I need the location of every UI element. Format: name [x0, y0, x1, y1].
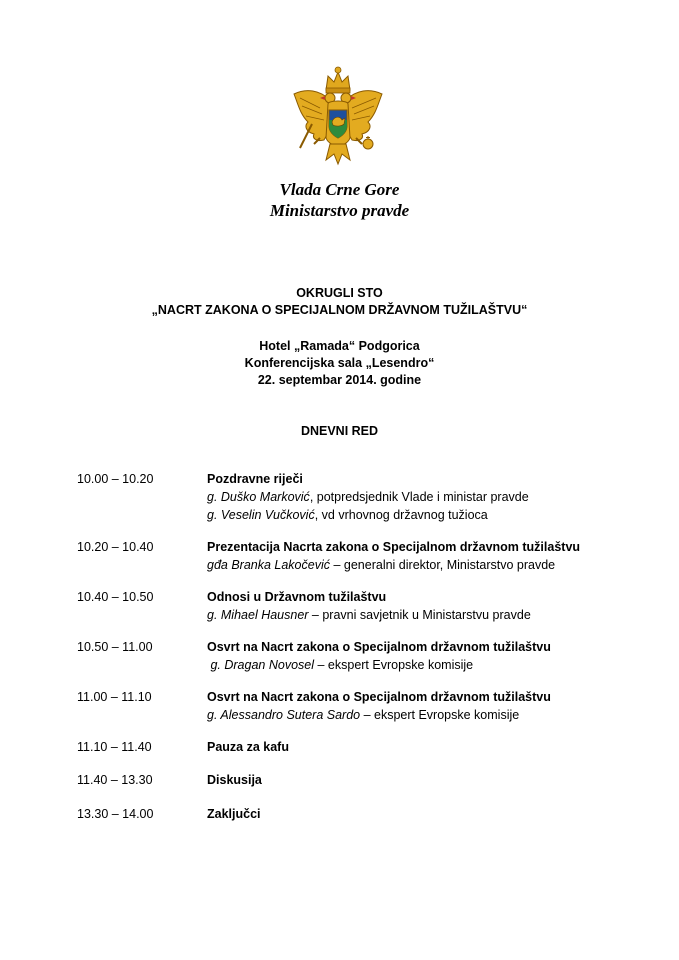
government-name: Vlada Crne Gore [279, 180, 400, 199]
event-type: OKRUGLI STO [296, 286, 383, 300]
event-title: „NACRT ZAKONA O SPECIJALNOM DRŽAVNOM TUŽILAŠTVU“ [151, 303, 528, 317]
agenda-speaker [207, 607, 531, 624]
speaker-name: gđa Branka Lakočević [207, 558, 330, 572]
event-date: 22. septembar 2014. godine [257, 373, 422, 387]
agenda-speaker [207, 707, 519, 724]
speaker-role: , potpredsjednik Vlade i ministar pravde [309, 490, 529, 504]
agenda-title: Odnosi u Državnom tužilaštvu [207, 590, 387, 604]
event-venue: Hotel „Ramada“ Podgorica [259, 339, 420, 353]
agenda-time: 13.30 – 14.00 [77, 807, 154, 821]
agenda-time: 10.00 – 10.20 [77, 472, 154, 486]
speaker-role: – ekspert Evropske komisije [314, 658, 474, 672]
speaker-role: , vd vrhovnog državnog tužioca [314, 508, 488, 522]
speaker-role: – generalni direktor, Ministarstvo pravde [330, 558, 556, 572]
agenda-time: 11.40 – 13.30 [77, 773, 153, 787]
speaker-name: g. Dragan Novosel [207, 658, 315, 672]
speaker-name: g. Alessandro Sutera Sardo [207, 708, 361, 722]
agenda-speaker [207, 489, 529, 506]
agenda-title: Pauza za kafu [207, 740, 289, 754]
agenda-time: 11.00 – 11.10 [77, 690, 152, 704]
agenda-title: Zaključci [207, 807, 261, 821]
agenda-time: 11.10 – 11.40 [77, 740, 152, 754]
agenda-title: Osvrt na Nacrt zakona o Specijalnom državnom tužilaštvu [207, 640, 551, 654]
speaker-role: – pravni savjetnik u Ministarstvu pravde [308, 608, 531, 622]
coat-of-arms-emblem [290, 64, 386, 172]
agenda-time: 10.40 – 10.50 [77, 590, 154, 604]
speaker-name: g. Veselin Vučković [207, 508, 315, 522]
agenda-speaker [207, 557, 555, 574]
agenda-title: Osvrt na Nacrt zakona o Specijalnom državnom tužilaštvu [207, 690, 551, 704]
agenda-time: 10.20 – 10.40 [77, 540, 154, 554]
agenda-title: Pozdravne riječi [207, 472, 303, 486]
speaker-name: g. Mihael Hausner [207, 608, 309, 622]
agenda-title: Diskusija [207, 773, 262, 787]
agenda-speaker [207, 657, 473, 674]
event-room: Konferencijska sala „Lesendro“ [244, 356, 435, 370]
agenda-speaker [207, 507, 488, 524]
agenda-heading: DNEVNI RED [300, 424, 379, 438]
agenda-title: Prezentacija Nacrta zakona o Specijalnom državnom tužilaštvu [207, 540, 581, 554]
agenda-time: 10.50 – 11.00 [77, 640, 153, 654]
speaker-name: g. Duško Marković [207, 490, 310, 504]
ministry-name: Ministarstvo pravde [269, 201, 410, 220]
speaker-role: – ekspert Evropske komisije [360, 708, 520, 722]
